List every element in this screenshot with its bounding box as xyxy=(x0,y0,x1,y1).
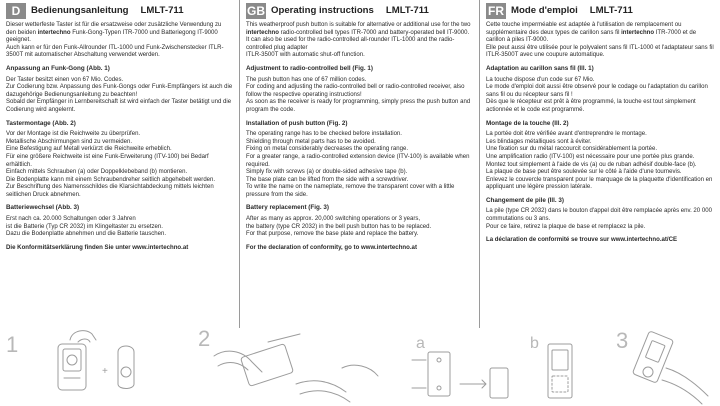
section-text: La portée doit être vérifiée avant d'entreprendre le montage. Les blindages métalliques sont à éviter. Une fixation sur du métal raccourcit considérablement la portée. Une amplification radio (ITV-100) est nécessaire pour une portée plus grande. Montez tout simplement à l'aide de vis (a) ou de ruban adhésif double-face (b). La plaque de base peut être soulevée sur le côté à l'aide d'une tournevis. Enlevez le couvercle transparent pour le marquage de la plaquette d'identification en appliquant une légère pression latérale. xyxy=(486,131,713,191)
hands-screwdriver-drawing xyxy=(214,334,378,402)
brand-name: intertechno xyxy=(621,29,655,36)
brand-name: intertechno xyxy=(246,29,279,36)
conformity-note: Die Konformitätserklärung finden Sie unter www.intertechno.at xyxy=(6,243,189,251)
section-heading: Installation of push button (Fig. 2) xyxy=(246,119,348,127)
section-text: Der Taster besitzt einen von 67 Mio. Codes. Zur Codierung bzw. Anpassung des Funk-Gongs oder Funk-Empfängers ist auch die dazugehörige Bedienungsanleitung zu beachten! Sobald der Empfänger in Lernbereitschaft ist wird einfach der Taster betätigt und die Codierung wird angelernt. xyxy=(6,76,233,113)
figure-2a-label: a xyxy=(416,335,425,352)
section-heading: Montage de la touche (Ill. 2) xyxy=(486,119,569,127)
section-heading: Battery replacement (Fig. 3) xyxy=(246,204,329,212)
column-header xyxy=(486,2,714,19)
language-badge: FR xyxy=(488,3,504,18)
figure-2-number: 2 xyxy=(198,328,211,351)
intro-text: Dieser wetterfeste Taster ist für die ersatzweise oder zusätzliche Verwendung zu den beiden intertechno Funk-Gong-Typen ITR-7000 und Batteriegong IT-9000 geeignet. Auch kann er für den Funk-Allrounder ITL-1000 und Funk-Zwischenstecker ITLR-3500T mit automatischer Abschaltung verwendet werden. xyxy=(6,22,224,59)
intro-text: Cette touche imperméable est adaptée à l'utilisation de remplacement ou supplémentaire des deux types de carillon sans fil intertechno ITR-7000 et de carillon à piles IT-9000. Elle peut aussi être utilisée pour le polyvalent sans fil ITL-1000 et l'adaptateur sans fil ITLR-3500T avec une coupure automatique. xyxy=(486,22,714,59)
column-header xyxy=(246,2,473,19)
column-de xyxy=(0,0,240,328)
column-title: Bedienungsanleitung LMLT-711 xyxy=(31,5,184,16)
battery-replacement-drawing xyxy=(632,331,708,404)
section-text: The push button has one of 67 million codes. For coding and adjusting the radio-controlled bell or radio-controlled receiver, also follow the respective operating instructions! As soon as the receiver is ready for programming, simply press the push button and program the code. xyxy=(246,76,471,113)
section-text: After as many as approx. 20,000 switching operations or 3 years, the battery (type CR 2032) in the bell push button has to be replaced. For that purpose, remove the base plate and replace the battery. xyxy=(246,216,432,238)
section-heading: Adjustment to radio-controlled bell (Fig. 1) xyxy=(246,64,373,72)
language-badge: GB xyxy=(247,3,265,18)
column-fr xyxy=(480,0,720,328)
section-heading: Batteriewechsel (Abb. 3) xyxy=(6,204,80,212)
screw-mounting-drawing xyxy=(412,352,508,398)
push-button-drawing xyxy=(58,344,86,390)
column-title: Mode d'emploi LMLT-711 xyxy=(511,5,633,16)
figure-2b-label: b xyxy=(530,335,539,352)
section-text: Vor der Montage ist die Reichweite zu überprüfen. Metallische Abschirmungen sind zu vermeiden. Eine Befestigung auf Metall verkürzt die Reichweite erheblich. Für eine größere Reichweite ist eine Funk-Erweiterung (ITV-100) bei Bedarf erhältlich. Einfach mittels Schrauben (a) oder Doppelklebeband (b) montieren. Die Bodenplatte kann mit einem Schraubendreher seitlich abgehebelt werden. Zur Beschriftung des Namensschildes die Klarsichtabdeckung mittels leichten seitlichen Druck abnehmen. xyxy=(6,131,216,198)
section-text: La pile (type CR 2032) dans le bouton d'appel doit être remplacée après env. 20 000 commutations ou 3 ans. Pour ce faire, retirez la plaque de base et remplacez la pile. xyxy=(486,208,712,230)
installation-illustrations xyxy=(0,328,720,406)
plus-sign: + xyxy=(102,366,108,377)
section-text: The operating range has to be checked before installation. Shielding through metal parts has to be avoided. Fixing on metal considerably decreases the operating range. For a greater range, a radio-controlled extension device (ITV-100) is available when required. Simply fix with screws (a) or double-sided adhesive tape (b). The base plate can be lifted from the side with a screwdriver. To write the name on the nameplate, remove the transparent cover with a little pressure from the side. xyxy=(246,131,470,198)
language-badge: D xyxy=(6,3,26,19)
section-heading: Tastermontage (Abb. 2) xyxy=(6,119,76,127)
brand-name: intertechno xyxy=(37,29,71,36)
conformity-note: For the declaration of conformity, go to www.intertechno.at xyxy=(246,243,417,251)
finger-drawing xyxy=(70,331,96,342)
section-text: Erst nach ca. 20.000 Schaltungen oder 3 Jahren ist die Batterie (Typ CR 2032) im Klingeltaster zu ersetzen. Dazu die Bodenplatte abnehmen und die Batterie tauschen. xyxy=(6,216,167,238)
illustration-strip xyxy=(0,328,720,406)
conformity-note: La déclaration de conformité se trouve sur www.intertechno.at/CE xyxy=(486,236,678,244)
section-heading: Adaptation au carillon sans fil (Ill. 1) xyxy=(486,64,594,72)
figure-3-number: 3 xyxy=(616,328,629,353)
column-header xyxy=(6,2,233,19)
adhesive-mounting-drawing xyxy=(548,344,572,398)
section-heading: Changement de pile (Ill. 3) xyxy=(486,196,565,204)
section-text: La touche dispose d'un code sur 67 Mio. Le mode d'emploi doit aussi être observé pour le codage ou l'adaptation du carillon sans fil ou du récepteur sans fil ! Dès que le récepteur est prêt à être programmé, la touche est tout simplement actionnée et le code est programmé. xyxy=(486,76,708,113)
figure-1-number: 1 xyxy=(6,332,19,357)
column-gb xyxy=(240,0,480,328)
column-title: Operating instructions LMLT-711 xyxy=(271,5,429,16)
intro-text: This weatherproof push button is suitable for alternative or additional use for the two intertechno radio-controlled bell types ITR-7000 and battery-operated bell IT-9000. It can also be used for the radio-controlled all-rounder ITL-1000 and the radio-controlled plug adapter ITLR-3500T with automatic shut-off function. xyxy=(246,22,471,59)
bell-receiver-drawing xyxy=(118,346,134,389)
section-heading: Anpassung an Funk-Gong (Abb. 1) xyxy=(6,64,110,72)
